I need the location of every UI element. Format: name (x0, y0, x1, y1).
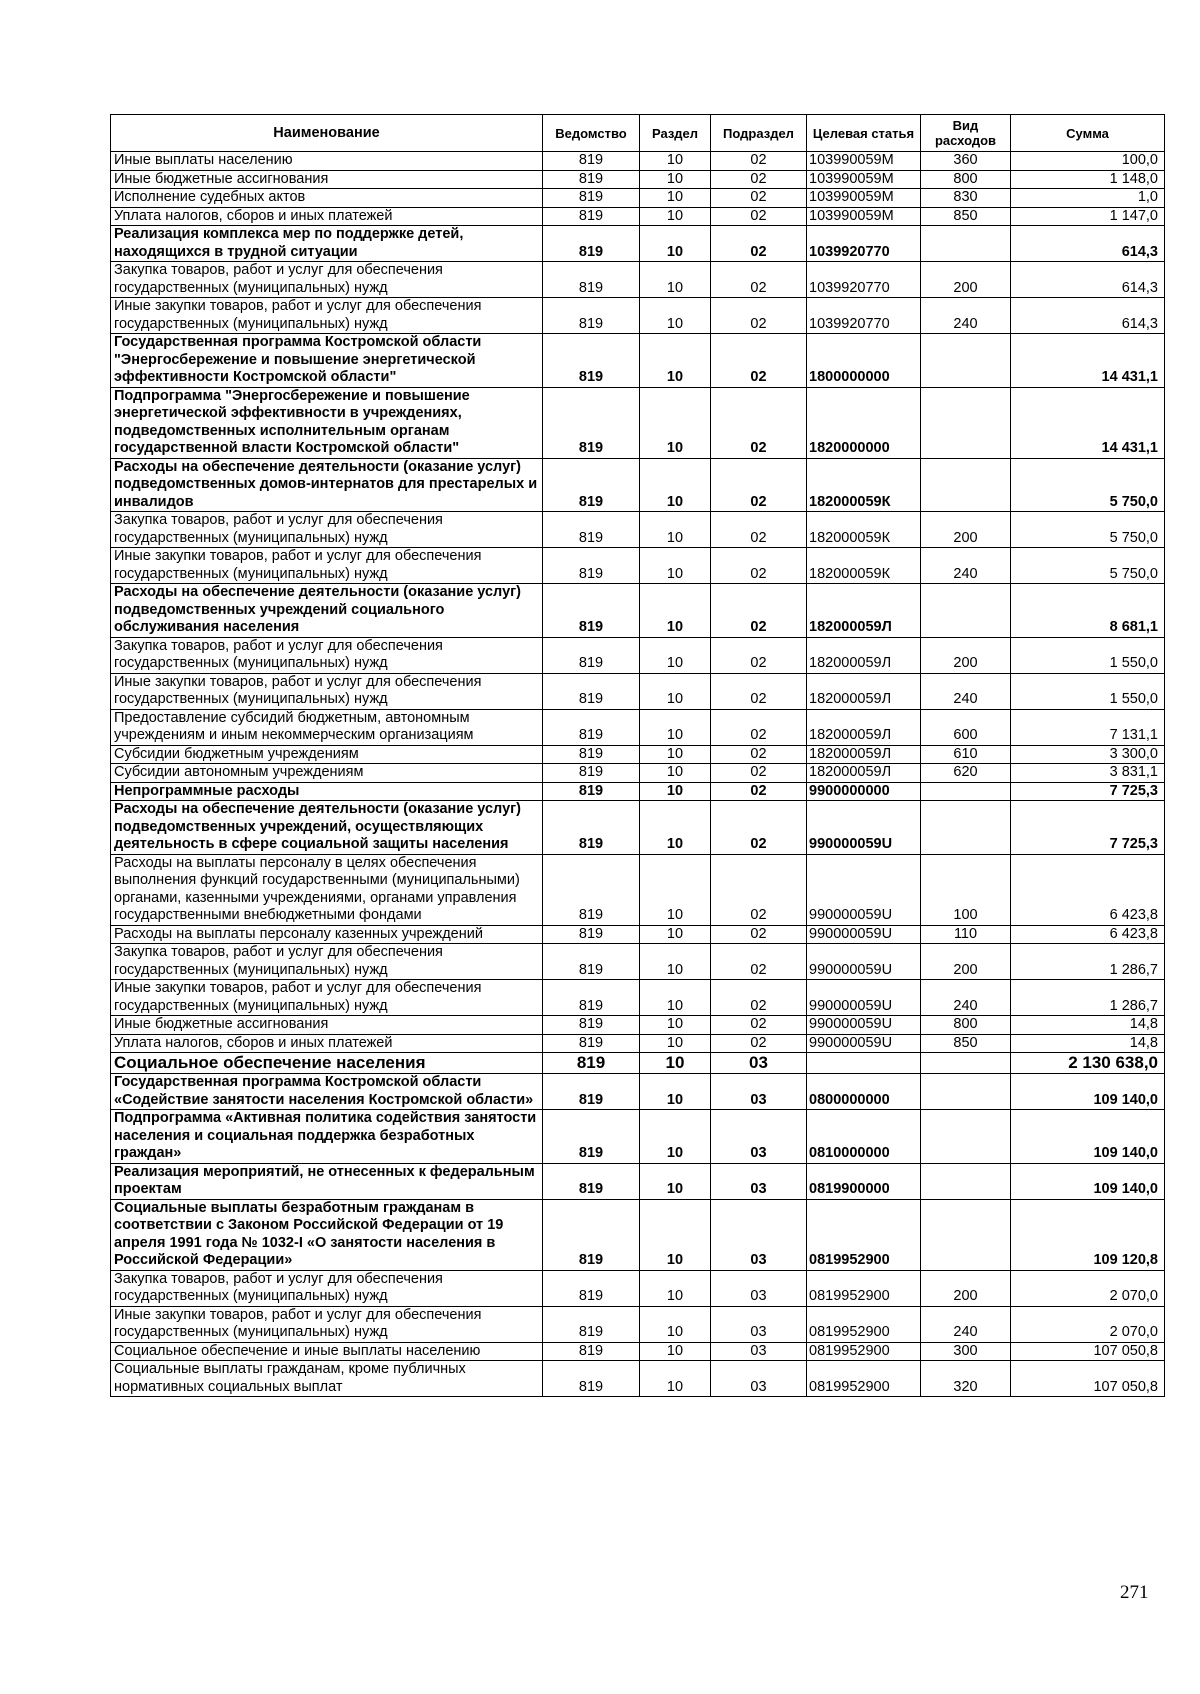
cell-sum: 109 120,8 (1011, 1199, 1165, 1270)
table-row (111, 1199, 1165, 1270)
cell-section: 10 (640, 1110, 711, 1164)
table-row (111, 512, 1165, 548)
table-row (111, 637, 1165, 673)
cell-sum: 14,8 (1011, 1016, 1165, 1035)
cell-subsection: 02 (711, 170, 807, 189)
table-row (111, 925, 1165, 944)
cell-expense-type: 240 (921, 298, 1011, 334)
table-row (111, 1361, 1165, 1397)
table-row (111, 152, 1165, 171)
cell-subsection: 03 (711, 1199, 807, 1270)
cell-dept: 819 (543, 207, 640, 226)
cell-expense-type: 830 (921, 189, 1011, 208)
cell-dept: 819 (543, 548, 640, 584)
header-sum: Сумма (1011, 115, 1165, 152)
cell-dept: 819 (543, 1163, 640, 1199)
cell-sum: 14 431,1 (1011, 334, 1165, 388)
cell-dept: 819 (543, 226, 640, 262)
cell-subsection: 02 (711, 152, 807, 171)
cell-name: Субсидии бюджетным учреждениям (111, 745, 543, 764)
table-row (111, 262, 1165, 298)
cell-section: 10 (640, 262, 711, 298)
cell-dept: 819 (543, 1110, 640, 1164)
table-row (111, 1270, 1165, 1306)
cell-target-article: 103990059М (807, 189, 921, 208)
table-row (111, 226, 1165, 262)
cell-target-article (807, 1053, 921, 1074)
cell-name: Социальное обеспечение населения (111, 1053, 543, 1074)
header-section: Раздел (640, 115, 711, 152)
cell-subsection: 02 (711, 801, 807, 855)
table-row (111, 334, 1165, 388)
cell-dept: 819 (543, 1016, 640, 1035)
cell-section: 10 (640, 170, 711, 189)
cell-expense-type (921, 1074, 1011, 1110)
table-row (111, 458, 1165, 512)
cell-sum: 1 550,0 (1011, 673, 1165, 709)
cell-subsection: 02 (711, 1034, 807, 1053)
cell-target-article: 0819952900 (807, 1361, 921, 1397)
cell-target-article: 990000059U (807, 854, 921, 925)
cell-target-article: 1039920770 (807, 298, 921, 334)
cell-target-article: 182000059К (807, 548, 921, 584)
cell-expense-type: 200 (921, 944, 1011, 980)
cell-dept: 819 (543, 387, 640, 458)
cell-section: 10 (640, 925, 711, 944)
cell-section: 10 (640, 854, 711, 925)
cell-section: 10 (640, 1074, 711, 1110)
cell-section: 10 (640, 1016, 711, 1035)
cell-sum: 6 423,8 (1011, 854, 1165, 925)
cell-target-article: 182000059Л (807, 764, 921, 783)
table-row (111, 548, 1165, 584)
cell-sum: 14,8 (1011, 1034, 1165, 1053)
cell-section: 10 (640, 673, 711, 709)
cell-target-article: 182000059Л (807, 709, 921, 745)
cell-target-article: 990000059U (807, 944, 921, 980)
cell-target-article: 1800000000 (807, 334, 921, 388)
cell-subsection: 02 (711, 745, 807, 764)
cell-sum: 1 148,0 (1011, 170, 1165, 189)
cell-dept: 819 (543, 944, 640, 980)
cell-expense-type (921, 1163, 1011, 1199)
cell-dept: 819 (543, 673, 640, 709)
cell-subsection: 02 (711, 673, 807, 709)
cell-subsection: 02 (711, 637, 807, 673)
cell-subsection: 03 (711, 1110, 807, 1164)
table-row (111, 745, 1165, 764)
cell-subsection: 02 (711, 709, 807, 745)
cell-name: Иные выплаты населению (111, 152, 543, 171)
table-row (111, 1016, 1165, 1035)
cell-sum: 3 831,1 (1011, 764, 1165, 783)
cell-name: Иные бюджетные ассигнования (111, 1016, 543, 1035)
cell-subsection: 02 (711, 512, 807, 548)
cell-dept: 819 (543, 1342, 640, 1361)
table-header-row (111, 115, 1165, 152)
cell-section: 10 (640, 152, 711, 171)
cell-target-article: 990000059U (807, 1016, 921, 1035)
cell-name: Реализация мероприятий, не отнесенных к федеральным проектам (111, 1163, 543, 1199)
cell-subsection: 02 (711, 548, 807, 584)
cell-subsection: 02 (711, 584, 807, 638)
cell-expense-type (921, 782, 1011, 801)
cell-target-article: 1039920770 (807, 226, 921, 262)
cell-name: Закупка товаров, работ и услуг для обеспечения государственных (муниципальных) нужд (111, 1270, 543, 1306)
cell-sum: 100,0 (1011, 152, 1165, 171)
cell-dept: 819 (543, 262, 640, 298)
cell-subsection: 02 (711, 458, 807, 512)
cell-sum: 1,0 (1011, 189, 1165, 208)
cell-target-article: 182000059Л (807, 673, 921, 709)
cell-name: Непрограммные расходы (111, 782, 543, 801)
cell-name: Расходы на обеспечение деятельности (оказание услуг) подведомственных учреждений, осуществляющих деятельность в сфере социальной защиты населения (111, 801, 543, 855)
cell-expense-type (921, 387, 1011, 458)
cell-target-article: 0800000000 (807, 1074, 921, 1110)
cell-expense-type (921, 584, 1011, 638)
cell-subsection: 03 (711, 1053, 807, 1074)
header-subsection: Подраздел (711, 115, 807, 152)
table-row (111, 1053, 1165, 1074)
cell-sum: 2 070,0 (1011, 1306, 1165, 1342)
cell-section: 10 (640, 1163, 711, 1199)
table-row (111, 1034, 1165, 1053)
cell-section: 10 (640, 944, 711, 980)
cell-name: Иные закупки товаров, работ и услуг для обеспечения государственных (муниципальных) нужд (111, 673, 543, 709)
cell-name: Иные закупки товаров, работ и услуг для обеспечения государственных (муниципальных) нужд (111, 1306, 543, 1342)
cell-dept: 819 (543, 584, 640, 638)
cell-sum: 5 750,0 (1011, 458, 1165, 512)
header-dept: Ведомство (543, 115, 640, 152)
cell-expense-type (921, 1053, 1011, 1074)
cell-sum: 109 140,0 (1011, 1110, 1165, 1164)
cell-target-article: 0819952900 (807, 1270, 921, 1306)
cell-name: Закупка товаров, работ и услуг для обеспечения государственных (муниципальных) нужд (111, 637, 543, 673)
cell-expense-type: 200 (921, 1270, 1011, 1306)
cell-subsection: 02 (711, 944, 807, 980)
cell-dept: 819 (543, 1074, 640, 1110)
cell-dept: 819 (543, 189, 640, 208)
cell-subsection: 02 (711, 189, 807, 208)
cell-section: 10 (640, 980, 711, 1016)
cell-sum: 614,3 (1011, 226, 1165, 262)
cell-section: 10 (640, 226, 711, 262)
cell-subsection: 02 (711, 226, 807, 262)
table-row (111, 1306, 1165, 1342)
cell-target-article: 0819952900 (807, 1342, 921, 1361)
table-body (111, 152, 1165, 1397)
cell-subsection: 02 (711, 764, 807, 783)
cell-target-article: 9900000000 (807, 782, 921, 801)
cell-name: Социальные выплаты безработным гражданам в соответствии с Законом Российской Федерации от 19 апреля 1991 года № 1032-I «О занятости населения в Российской Федерации» (111, 1199, 543, 1270)
cell-name: Уплата налогов, сборов и иных платежей (111, 1034, 543, 1053)
cell-dept: 819 (543, 1306, 640, 1342)
cell-section: 10 (640, 1270, 711, 1306)
budget-table (110, 114, 1165, 1397)
cell-dept: 819 (543, 512, 640, 548)
cell-name: Субсидии автономным учреждениям (111, 764, 543, 783)
cell-name: Иные бюджетные ассигнования (111, 170, 543, 189)
cell-sum: 6 423,8 (1011, 925, 1165, 944)
cell-subsection: 02 (711, 980, 807, 1016)
table-row (111, 189, 1165, 208)
cell-target-article: 990000059U (807, 925, 921, 944)
cell-section: 10 (640, 548, 711, 584)
cell-name: Социальное обеспечение и иные выплаты населению (111, 1342, 543, 1361)
cell-name: Расходы на обеспечение деятельности (оказание услуг) подведомственных учреждений социального обслуживания населения (111, 584, 543, 638)
cell-subsection: 02 (711, 854, 807, 925)
table-row (111, 1342, 1165, 1361)
cell-name: Иные закупки товаров, работ и услуг для обеспечения государственных (муниципальных) нужд (111, 980, 543, 1016)
cell-subsection: 02 (711, 925, 807, 944)
cell-section: 10 (640, 764, 711, 783)
cell-name: Расходы на выплаты персоналу казенных учреждений (111, 925, 543, 944)
cell-section: 10 (640, 207, 711, 226)
cell-section: 10 (640, 584, 711, 638)
cell-dept: 819 (543, 980, 640, 1016)
cell-sum: 2 070,0 (1011, 1270, 1165, 1306)
cell-dept: 819 (543, 764, 640, 783)
table-row (111, 854, 1165, 925)
cell-section: 10 (640, 782, 711, 801)
table-row (111, 944, 1165, 980)
cell-expense-type: 600 (921, 709, 1011, 745)
cell-target-article: 0819952900 (807, 1199, 921, 1270)
cell-target-article: 182000059Л (807, 745, 921, 764)
cell-dept: 819 (543, 637, 640, 673)
cell-dept: 819 (543, 925, 640, 944)
cell-subsection: 03 (711, 1342, 807, 1361)
cell-section: 10 (640, 1053, 711, 1074)
cell-sum: 1 550,0 (1011, 637, 1165, 673)
cell-dept: 819 (543, 801, 640, 855)
cell-name: Социальные выплаты гражданам, кроме публичных нормативных социальных выплат (111, 1361, 543, 1397)
cell-subsection: 02 (711, 1016, 807, 1035)
cell-sum: 1 286,7 (1011, 980, 1165, 1016)
cell-target-article: 1039920770 (807, 262, 921, 298)
table-row (111, 387, 1165, 458)
table-row (111, 584, 1165, 638)
cell-subsection: 02 (711, 298, 807, 334)
page-number: 271 (1120, 1582, 1149, 1603)
cell-subsection: 02 (711, 782, 807, 801)
cell-dept: 819 (543, 152, 640, 171)
cell-section: 10 (640, 512, 711, 548)
table-row (111, 298, 1165, 334)
cell-sum: 109 140,0 (1011, 1074, 1165, 1110)
cell-target-article: 0810000000 (807, 1110, 921, 1164)
cell-sum: 1 286,7 (1011, 944, 1165, 980)
cell-expense-type: 610 (921, 745, 1011, 764)
cell-target-article: 103990059М (807, 207, 921, 226)
cell-sum: 7 725,3 (1011, 801, 1165, 855)
cell-sum: 3 300,0 (1011, 745, 1165, 764)
cell-name: Подпрограмма «Активная политика содействия занятости населения и социальная поддержка безработных граждан» (111, 1110, 543, 1164)
cell-sum: 107 050,8 (1011, 1361, 1165, 1397)
cell-target-article: 182000059Л (807, 584, 921, 638)
cell-sum: 7 725,3 (1011, 782, 1165, 801)
cell-target-article: 182000059К (807, 512, 921, 548)
table-row (111, 782, 1165, 801)
cell-expense-type: 800 (921, 170, 1011, 189)
cell-section: 10 (640, 1306, 711, 1342)
cell-expense-type (921, 1199, 1011, 1270)
cell-expense-type: 200 (921, 512, 1011, 548)
cell-name: Закупка товаров, работ и услуг для обеспечения государственных (муниципальных) нужд (111, 944, 543, 980)
cell-expense-type: 320 (921, 1361, 1011, 1397)
cell-name: Расходы на выплаты персоналу в целях обеспечения выполнения функций государственными (муниципальными) органами, казенными учреждениями, органами управления государственными внебюджетными фондами (111, 854, 543, 925)
cell-dept: 819 (543, 782, 640, 801)
table-row (111, 207, 1165, 226)
cell-section: 10 (640, 1342, 711, 1361)
cell-expense-type: 300 (921, 1342, 1011, 1361)
cell-target-article: 103990059М (807, 170, 921, 189)
cell-sum: 5 750,0 (1011, 512, 1165, 548)
cell-section: 10 (640, 458, 711, 512)
table-row (111, 801, 1165, 855)
cell-dept: 819 (543, 334, 640, 388)
cell-expense-type: 850 (921, 1034, 1011, 1053)
cell-subsection: 03 (711, 1163, 807, 1199)
cell-name: Государственная программа Костромской области «Содействие занятости населения Костромской области» (111, 1074, 543, 1110)
cell-section: 10 (640, 334, 711, 388)
cell-name: Закупка товаров, работ и услуг для обеспечения государственных (муниципальных) нужд (111, 262, 543, 298)
cell-expense-type (921, 334, 1011, 388)
cell-expense-type: 200 (921, 262, 1011, 298)
cell-expense-type: 800 (921, 1016, 1011, 1035)
cell-name: Закупка товаров, работ и услуг для обеспечения государственных (муниципальных) нужд (111, 512, 543, 548)
cell-dept: 819 (543, 1199, 640, 1270)
table-row (111, 673, 1165, 709)
cell-target-article: 990000059U (807, 1034, 921, 1053)
cell-name: Предоставление субсидий бюджетным, автономным учреждениям и иным некоммерческим организациям (111, 709, 543, 745)
cell-sum: 14 431,1 (1011, 387, 1165, 458)
cell-dept: 819 (543, 1034, 640, 1053)
table-row (111, 764, 1165, 783)
cell-subsection: 02 (711, 387, 807, 458)
cell-expense-type: 110 (921, 925, 1011, 944)
cell-dept: 819 (543, 745, 640, 764)
cell-expense-type (921, 1110, 1011, 1164)
cell-expense-type: 240 (921, 548, 1011, 584)
cell-expense-type: 620 (921, 764, 1011, 783)
cell-name: Расходы на обеспечение деятельности (оказание услуг) подведомственных домов-интернатов для престарелых и инвалидов (111, 458, 543, 512)
cell-sum: 7 131,1 (1011, 709, 1165, 745)
cell-dept: 819 (543, 1270, 640, 1306)
cell-dept: 819 (543, 854, 640, 925)
cell-subsection: 02 (711, 207, 807, 226)
cell-name: Реализация комплекса мер по поддержке детей, находящихся в трудной ситуации (111, 226, 543, 262)
cell-section: 10 (640, 709, 711, 745)
cell-name: Иные закупки товаров, работ и услуг для обеспечения государственных (муниципальных) нужд (111, 548, 543, 584)
cell-dept: 819 (543, 1053, 640, 1074)
cell-target-article: 990000059U (807, 980, 921, 1016)
cell-section: 10 (640, 1199, 711, 1270)
cell-target-article: 1820000000 (807, 387, 921, 458)
cell-expense-type: 240 (921, 980, 1011, 1016)
table-row (111, 709, 1165, 745)
cell-expense-type (921, 801, 1011, 855)
header-expense-type: Вид расходов (921, 115, 1011, 152)
cell-section: 10 (640, 637, 711, 673)
cell-subsection: 03 (711, 1361, 807, 1397)
cell-section: 10 (640, 801, 711, 855)
cell-expense-type: 850 (921, 207, 1011, 226)
cell-expense-type: 240 (921, 1306, 1011, 1342)
cell-section: 10 (640, 745, 711, 764)
table-row (111, 1110, 1165, 1164)
cell-subsection: 02 (711, 334, 807, 388)
cell-expense-type (921, 458, 1011, 512)
cell-expense-type (921, 226, 1011, 262)
cell-sum: 1 147,0 (1011, 207, 1165, 226)
cell-target-article: 103990059М (807, 152, 921, 171)
cell-target-article: 0819900000 (807, 1163, 921, 1199)
cell-target-article: 990000059U (807, 801, 921, 855)
cell-sum: 2 130 638,0 (1011, 1053, 1165, 1074)
cell-sum: 8 681,1 (1011, 584, 1165, 638)
cell-dept: 819 (543, 170, 640, 189)
cell-section: 10 (640, 387, 711, 458)
cell-subsection: 02 (711, 262, 807, 298)
cell-name: Государственная программа Костромской области "Энергосбережение и повышение энергетической эффективности Костромской области" (111, 334, 543, 388)
cell-subsection: 03 (711, 1306, 807, 1342)
cell-sum: 109 140,0 (1011, 1163, 1165, 1199)
cell-name: Исполнение судебных актов (111, 189, 543, 208)
cell-target-article: 0819952900 (807, 1306, 921, 1342)
cell-expense-type: 360 (921, 152, 1011, 171)
header-target-article: Целевая статья (807, 115, 921, 152)
cell-expense-type: 240 (921, 673, 1011, 709)
cell-sum: 614,3 (1011, 298, 1165, 334)
cell-subsection: 03 (711, 1074, 807, 1110)
cell-target-article: 182000059К (807, 458, 921, 512)
table-row (111, 980, 1165, 1016)
cell-sum: 5 750,0 (1011, 548, 1165, 584)
table-row (111, 1163, 1165, 1199)
cell-dept: 819 (543, 298, 640, 334)
cell-expense-type: 100 (921, 854, 1011, 925)
cell-target-article: 182000059Л (807, 637, 921, 673)
table-row (111, 1074, 1165, 1110)
cell-dept: 819 (543, 1361, 640, 1397)
cell-subsection: 03 (711, 1270, 807, 1306)
cell-dept: 819 (543, 458, 640, 512)
cell-section: 10 (640, 298, 711, 334)
cell-name: Иные закупки товаров, работ и услуг для обеспечения государственных (муниципальных) нужд (111, 298, 543, 334)
cell-section: 10 (640, 189, 711, 208)
cell-dept: 819 (543, 709, 640, 745)
cell-sum: 107 050,8 (1011, 1342, 1165, 1361)
table-row (111, 170, 1165, 189)
cell-name: Подпрограмма "Энергосбережение и повышение энергетической эффективности в учреждениях, подведомственных исполнительным органам государственной власти Костромской области" (111, 387, 543, 458)
cell-section: 10 (640, 1034, 711, 1053)
cell-expense-type: 200 (921, 637, 1011, 673)
cell-sum: 614,3 (1011, 262, 1165, 298)
cell-name: Уплата налогов, сборов и иных платежей (111, 207, 543, 226)
header-name: Наименование (111, 115, 543, 152)
cell-section: 10 (640, 1361, 711, 1397)
